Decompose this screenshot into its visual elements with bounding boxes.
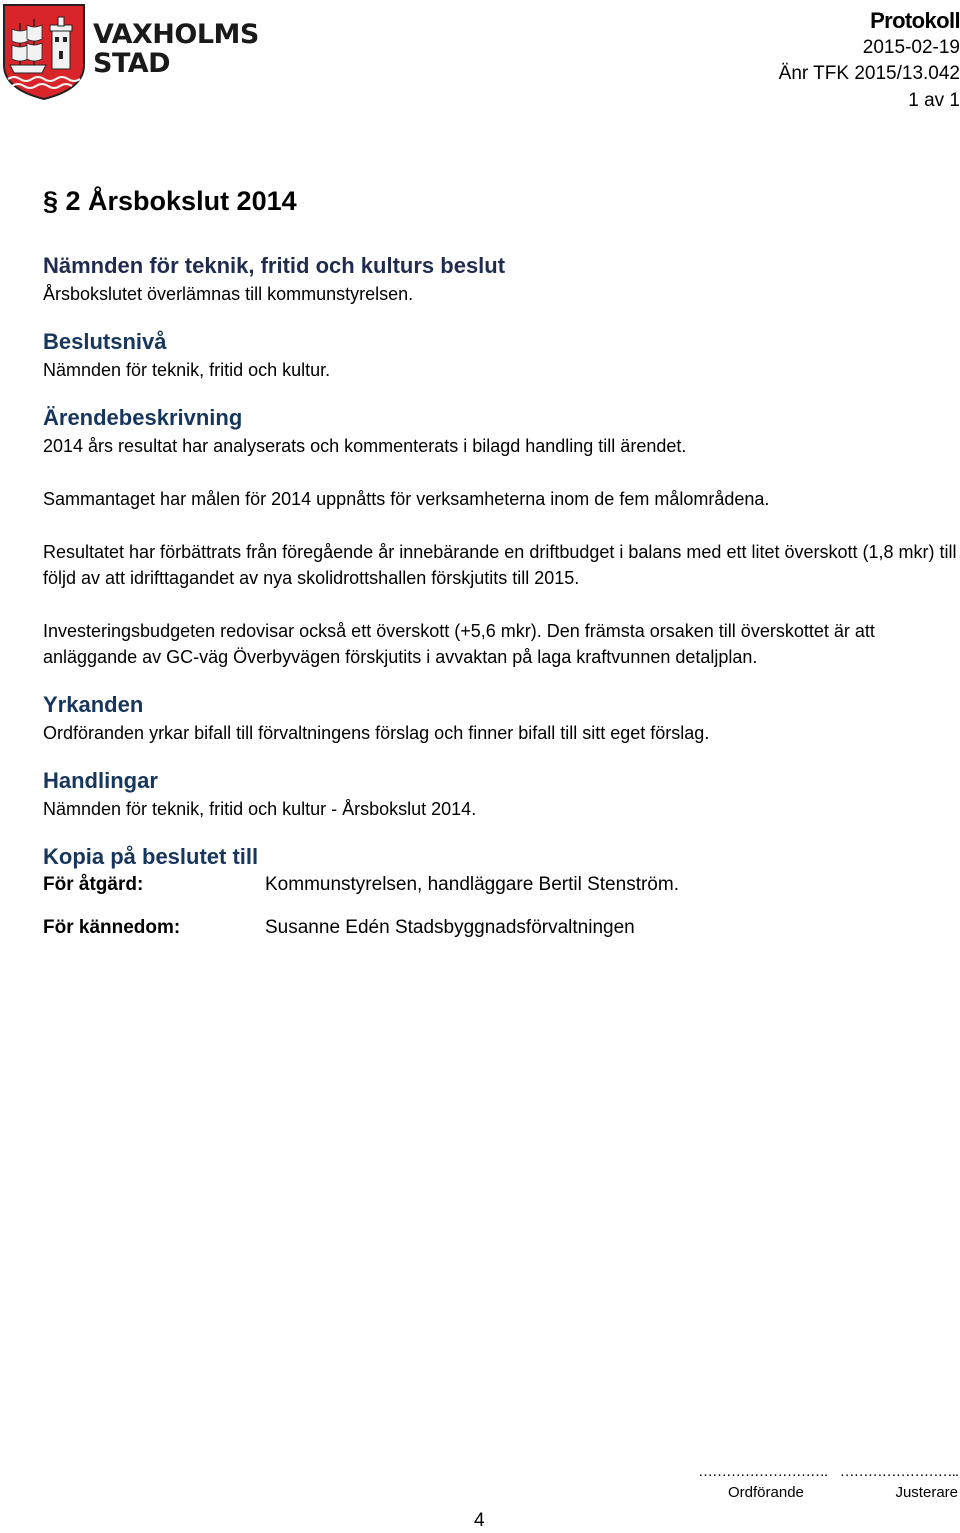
signature-line-chair: ……………………….	[698, 1463, 828, 1480]
document-body	[43, 186, 958, 941]
logo-line-1: VAXHOLMS	[93, 19, 259, 50]
signature-labels	[698, 1482, 958, 1504]
document-type: Protokoll	[870, 8, 960, 33]
page-number: 4	[474, 1510, 485, 1531]
copy-label: För kännedom:	[43, 917, 181, 938]
signature-label-chair: Ordförande	[728, 1484, 804, 1501]
case-number: Änr TFK 2015/13.042	[778, 63, 960, 84]
copy-value: Kommunstyrelsen, handläggare Bertil Stenström.	[265, 874, 679, 895]
level-text: Nämnden för teknik, fritid och kultur.	[43, 360, 331, 380]
motions-heading: Yrkanden	[43, 692, 144, 717]
decision-text: Årsbokslutet överlämnas till kommunstyrelsen.	[43, 284, 414, 304]
logo-wordmark	[93, 20, 259, 78]
page-count: 1 av 1	[908, 89, 960, 111]
decision-heading: Nämnden för teknik, fritid och kulturs beslut	[43, 253, 506, 278]
logo-line-2: STAD	[93, 48, 171, 79]
description-heading: Ärendebeskrivning	[43, 405, 243, 430]
copy-heading: Kopia på beslutet till	[43, 844, 259, 869]
copy-value: Susanne Edén Stadsbyggnadsförvaltningen	[265, 917, 635, 938]
municipality-logo	[2, 3, 259, 103]
crest-icon	[2, 3, 86, 101]
description-paragraph: Sammantaget har målen för 2014 uppnåtts för verksamheterna inom de fem målområdena.	[43, 489, 770, 509]
documents-heading: Handlingar	[43, 768, 158, 793]
level-heading: Beslutsnivå	[43, 329, 167, 354]
signature-label-adjuster: Justerare	[895, 1484, 958, 1501]
copy-row-info	[43, 915, 958, 941]
copy-row-action	[43, 872, 958, 898]
motions-text: Ordföranden yrkar bifall till förvaltningens förslag och finner bifall till sitt eget förslag.	[43, 723, 710, 743]
description-paragraph: Investeringsbudgeten redovisar också ett överskott (+5,6 mkr). Den främsta orsaken till överskottet är att anläggande av GC-väg Överbyvägen förskjutits i avvaktan på laga kraftvunnen detaljplan.	[43, 621, 875, 667]
signature-area	[698, 1462, 958, 1504]
section-title: § 2 Årsbokslut 2014	[43, 186, 297, 216]
document-date: 2015-02-19	[862, 36, 960, 58]
description-paragraph: Resultatet har förbättrats från föregående år innebärande en driftbudget i balans med ett litet överskott (1,8 mkr) till följd av att idrifttagandet av nya skolidrottshallen förskjutits till 2015.	[43, 542, 957, 588]
signature-lines	[698, 1462, 958, 1482]
signature-line-adjuster: ……………………..	[839, 1463, 958, 1480]
documents-text: Nämnden för teknik, fritid och kultur - Årsbokslut 2014.	[43, 799, 477, 819]
copy-label: För åtgärd:	[43, 874, 144, 895]
description-paragraph: 2014 års resultat har analyserats och kommenterats i bilagd handling till ärendet.	[43, 436, 687, 456]
document-header-info	[779, 8, 960, 114]
